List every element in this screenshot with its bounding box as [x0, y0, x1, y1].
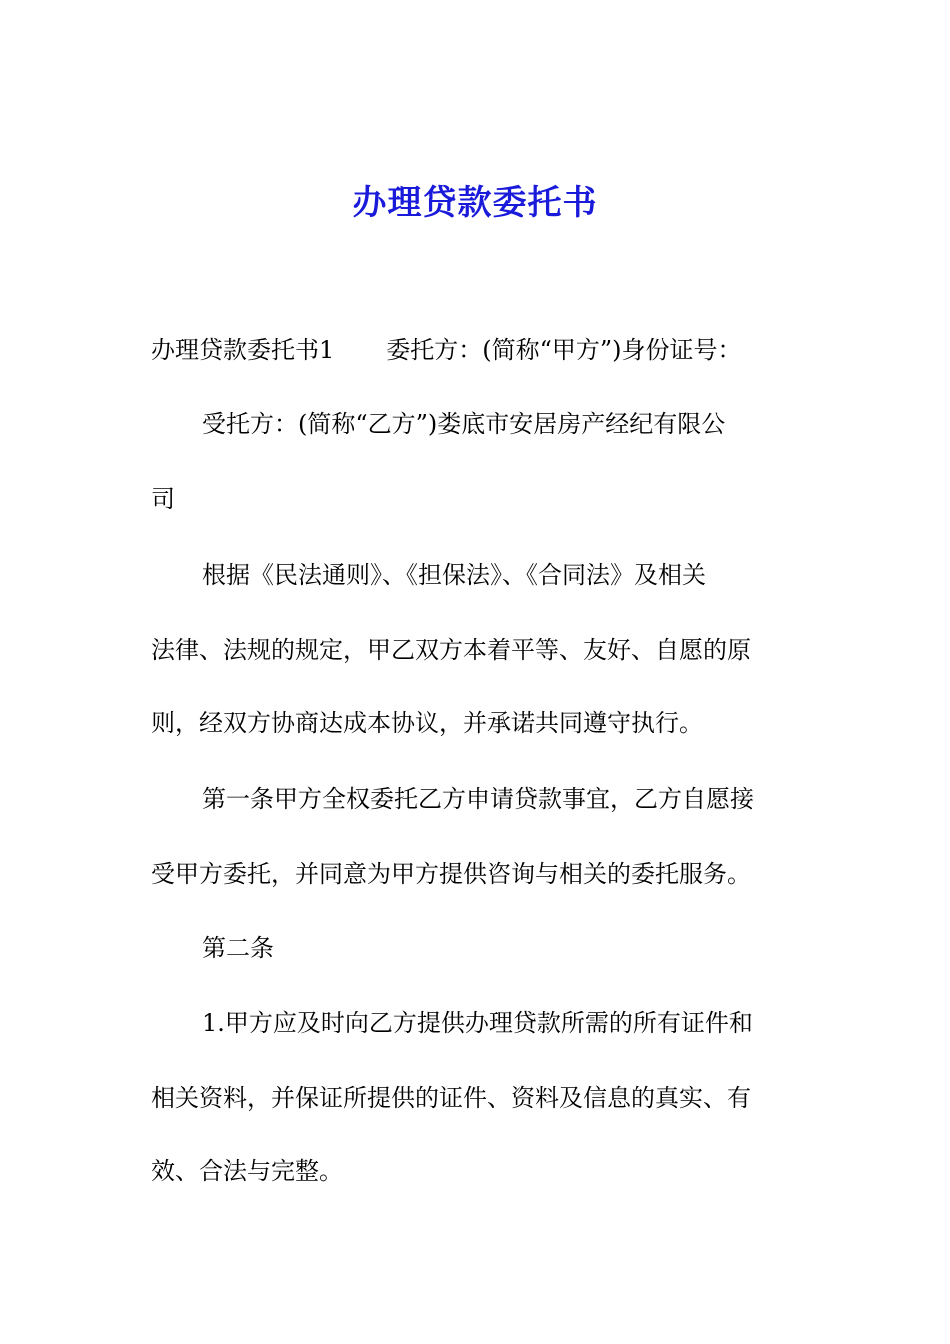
client-line: 委托方：(简称“甲方”)身份证号： — [386, 336, 742, 364]
paragraph-line: 1.甲方应及时向乙方提供办理贷款所需的所有证件和 — [202, 1009, 753, 1037]
paragraph-line: 效、合法与完整。 — [151, 1157, 343, 1185]
paragraph-line: 司 — [151, 485, 175, 513]
paragraph-line: 受甲方委托，并同意为甲方提供咨询与相关的委托服务。 — [151, 860, 751, 888]
paragraph-line: 相关资料，并保证所提供的证件、资料及信息的真实、有 — [151, 1084, 751, 1112]
section-heading: 办理贷款委托书1 — [151, 336, 335, 364]
paragraph-line: 第二条 — [202, 934, 274, 962]
paragraph-line: 则，经双方协商达成本协议，并承诺共同遵守执行。 — [151, 709, 703, 737]
paragraph-line: 第一条甲方全权委托乙方申请贷款事宜，乙方自愿接 — [202, 785, 754, 813]
document-title: 办理贷款委托书 — [352, 183, 598, 223]
paragraph-line: 法律、法规的规定，甲乙双方本着平等、友好、自愿的原 — [151, 636, 751, 664]
paragraph-line: 受托方：(简称“乙方”)娄底市安居房产经纪有限公 — [202, 410, 726, 438]
paragraph-line — [151, 332, 811, 368]
paragraph-line: 根据《民法通则》、《担保法》、《合同法》及相关 — [202, 561, 706, 589]
